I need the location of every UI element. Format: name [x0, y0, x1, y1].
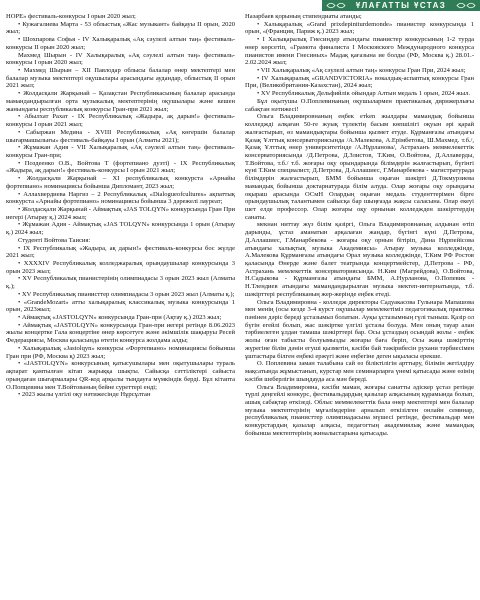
paragraph: • Махмед Шырын – XII Павлодар облысы балалар өнер мектептері мен балалар музыка мектептері оқушылары арасындағы аудандар, облыстық ІІ орын 2021 жыл;: [6, 67, 235, 90]
paragraph: • IV Халықаралық «GRANDVICTORIA» вокалдық-аспаптық конкурсы Гран При, (Великобритания-Казахстан), 2024 жыл;: [245, 74, 474, 90]
paragraph: • «JASTOLQYN» конкурсының қатысушылары мен оқытушылары тураль ақпарат қамтылған кітап жарыққа шықты. Сайысқа сәттіліктері сайыста орындаған шығармалары QR-код арқылы тыңдауға мүмкіндік берді. Бұл кітапта О.Попцевина мен Т.Войтованың бейне суреттері енді;: [6, 360, 235, 391]
paragraph: • XV Республикалық пианисттер олимпиадасы 3 орын 2023 жыл (Алматы қ.);: [18, 290, 235, 298]
ornament-right-icon: [456, 1, 476, 10]
paragraph: • Жұмажан Адия - VII Халықаралық «Ақ сәулелі алтын таң» фестиваль-конкурсы Гран-при;: [6, 144, 235, 159]
header-banner: [322, 0, 480, 11]
paragraph: • Кужагалиева Марта - 53 облыстық «Жас музыкант» байқауы ІІ орын, 2020 жыл;: [6, 20, 235, 36]
paragraph: • Аймақтық «JASTOLQYN» конкурсында Гран-при иегері ретінде 8.06.2023 жылы концертке Гала концертіне өнер көрсетуге және әкімшілік шақыруы Ресей Федерациясы, Москва қаласында өтетін конкурса жолдама алды;: [6, 321, 235, 345]
article-body: [6, 13, 474, 597]
paragraph: Ольга Владимировна - колледж директоры Садуакасова Гульнара Мапашова мен менің (осы кезде 3-4 курст оқушылар мемлекетіміз педагогикалық практика пәнінен дәріс береді ұстазымыз болатын. Ауқы ұстазымның гүлі тыныш. Қазір ол бүгін егейлі болып, жас шәкіртке үлгілі ұстазы болуда. Мен оның тауар алан тәрбиелеген ұлдан тамаша шәкірттері бар. Осы ұстаздың осындай жолы - еңбек жолы оған табысты болуымызды жоғары баға беріп, Осы жаңа шәкірттің жүрегіне білім дәнін егуші қызметін, кәсіби бай тәжірибесін рухани тәрбиесімен ұштастыра білген еңбекі ержүгі және еңбегіне деген ықыласы ерекше.: [245, 298, 474, 360]
paragraph: • Жолдасқали Жарқынай – ХІ республикалық конкурста «Арнайы фортепиано» номинациясы бойынша Дипломант, 2023 жыл;: [6, 175, 235, 190]
paragraph: • IX Республикалық «Жадыра, ақ дарын!» фестиваль-конкурсы бос жүлде 2021 жыл;: [6, 244, 235, 260]
paragraph: Бұл оқытушы О.Поплевинаның оқушылармен практикалық дирижерлығы сабақтан нәтижесі!: [245, 97, 474, 113]
paragraph: • XV Республикалық Дельфийлік ойындар Алтын медаль 1 орын, 2024 жыл.: [257, 90, 471, 98]
paragraph: Назарбаев қорының стипендиаты атанды;: [245, 13, 362, 20]
paragraph: • Аллахвердиева Наргиз – 2 Республикалық «Dialogueofcultures» ақпаттық конкурста «Арнайы фортепиано» номинациясы бойынша 3 дәрежелі лауреат;: [6, 190, 235, 206]
paragraph: • 2023 жылы үлгілі оқу нәтижесінде Нұрсұлтан: [18, 391, 151, 399]
ornament-left-icon: [326, 1, 346, 10]
paragraph: • Аймақтық «JASTOLQYN» конкурсында Гран-при (Ақтау қ.) 2023 жыл;: [18, 314, 222, 322]
paragraph: • Халықаралық «Jastolqyn» конкурсы «Фортепиано» номинациясы бойынша Гран при (РФ, Москва қ) 2023 жыл;: [6, 344, 235, 360]
paragraph: • Жұмажан Адия - Аймақтық «JAS TOLQYN» конкурсында 1 орын (Атырау қ.) 2024 жыл;: [6, 221, 235, 237]
left-column: [6, 13, 235, 597]
paragraph: НОРЕ» фестиваль-конкурсы І орын 2020 жыл;: [6, 13, 136, 20]
paragraph: • Жолдасқали Жарқынай – Қазақстан Республикасының балалар арасында мамандандырылған орта музыкалық мектептерінің оқушылары және кешен жанындағы республикалық конкурсы Гран-при 2021 жыл;: [6, 90, 235, 113]
paragraph: • XV Республикалық пианистерінің олимпиадасы 3 орын 2023 жыл (Алматы қ.);: [6, 275, 235, 291]
paragraph: Студенті Войтова Таисия:: [18, 236, 91, 244]
paragraph: • XXXXIV Республикалық колледжаралық орындаушылар конкурсында 3 орын 2023 жыл;: [6, 260, 235, 275]
paragraph: • Шохпарова Софья - IV Халықаралық «Ақ сәулелі алтын таң» фестиваль-конкурсы ІІ орын 2020 жыл;: [6, 36, 235, 51]
paragraph: Ольга Владимировна, кәсіби маман, жоғары санатты әдіскер ұстаз ретінде түрлі деңгейлі конкурс, фестивальдардың қазылар алқасының құрамында болып, ашық сабақтар өткізеді. Облыс меммелекеттік бала өнер мектептері мен балалар музыка мектептерінің мұғалімдеріне арналып өткізілген онлайн семинар, республикалық пианисттер олимпиадасына мүшесі ретінде, фестивальдар мен конкурстардың қазылар алқасы, педагогтың академиялық және мамандық бойынша мектептерінің жиналыстарына қатысады.: [245, 383, 474, 437]
paragraph: • «GrandeMozart» атты халықаралық классикалық музыка конкурсында 1 орын, 2023жыл;: [6, 298, 235, 314]
paragraph: • Абылхат Рахат - IX Республикалық «Жадыра, ақ дарын!» фестиваль-конкурсы І орын 2021 жыл;: [6, 113, 235, 129]
header-title: ҰЛАҒАТТЫ ҰСТАЗ: [355, 0, 447, 10]
paragraph: О. Поплевина заман талабына сай өз біліктілігін арттыру, білімін жетілдіру мақсатында жұмыстанып, курстар мен семинарларға үнемі қатысады және өзінің кәсіби шеберлігін шыңдауда аса мән береді.: [245, 360, 474, 383]
paragraph: • VII Халықаралық «Ақ сәулелі алтын таң» конкурсы Гран При, 2024 жыл;: [257, 67, 466, 75]
paragraph: Махмед Шырын - IV Халықаралық «Ақ сәулелі алтын таң» фестиваль-конкурсы І орын 2020 жыл;: [6, 51, 235, 67]
right-column: [245, 13, 474, 597]
paragraph: Ольга Владимировнаның еңбек етken жылдары мамандық бойынша колледжді алқаған 50-ге жуық түлектің басым көпшілігі оқуын әрі қарай жалғастырып, өз мамандықтары бойынша қызмет етуде. Құрманғазы атындағы Қазақ Ұлттық консерваториясында /А.Малекова, А.Ерімбетова, Ш.Махмед. т.б./, Қазақ Ұлттық өнер университетінде /А.Нұрланова/, Астраханъ меммелекеттік консерваториясында /Д.Петрова, Д.Злистов, Т.Ким, О.Войтова, Д.Аллаверды, Т.Войтова, т.б./ т.б. жоғары оқу орындарында білімдерін жалғастырып, бүгінгі күні Т.Ким специалист, Д.Петрова, Д.Аллашиес, Г.Манарбекова - магистратурада білімдерін жалғастырып, БММ бойынша оқыған шәкірті Д.Токмурзиева мамандық бойынша доктарнатурада білім алуда. Олар жоғары оқу орындағы оқыраш арасында ОСмН Олардың оқыған медаль студенттерімен бірге орындаушылық талантымен сайысқа бар шыңғаэда жақсы саласына. Олар екеуі шет елде профессор. Олар жоғары оқу орнынан колледжден шәкірттердің санаты.: [245, 113, 474, 221]
paragraph: • Поздеенко О.В., Войтова Т (фортепиано дуэті) - IX Республикалық «Жадыра, ақ дарын!» фестиваль-конкурсы І орын 2021 жыл;: [6, 159, 235, 175]
paragraph: • І Халықаралық Гнесиндер атындағы пианистер конкурсының 1-2 турда өнер көрсетіп, «Грамота финалиста І Московского Международного конкурса пианистов имени Гнесиных» Мадақ қағазына ие болды (РФ, Москва қ.) 28.01.- 2.02.2024 жыл;: [245, 36, 474, 67]
paragraph: мекнан ниттау жүз білім қазіргі, Ольга Владимировнаның алдынан өтіп дарынды, ұстаз аманатын арқалаған жандар, бүгінгі күні Д.Петрова, Д.Аллашиес, Г.Манарбекова - жоғары оқу орнын бітіріп, Дина Нұрпейісова атындағы халықтық музыка Академиясы» Атырау музыка колледжінде, А.Малекова Құрманғазы атындағы Орал музыка колледжінде, Т.Ким РФ Ростов қаласында Өнерде және балет театрында концертмейстер, Д.Петрова - РФ, Астрахань мемлекеттік консерваториясында. Н.Ким (Магрейдова), О.Войтова, Н.Садыкова - Құрманғазы атындағы БММ, А.Нурланова, О.Попевик - Н.Тлендиев атындағы мамандандырылған музыка мектеп-интернатында, т.б. шәкірттері республиканың жер-жерінде еңбек етеді.: [245, 221, 474, 298]
paragraph: • Сабыржан Медина - XVIII Республикалық «Ақ көгершін балалар шығармашылығы» фестиваль-байқауы І орын (Алматы 2021);: [6, 128, 235, 144]
paragraph: • Халықаралық «Grand prixdepiniturdemonde» пианистер конкурсында 1 орын, «(Франция, Париж қ.) 2023 жыл;: [245, 20, 474, 36]
paragraph: • Жолдасқали Жарқынай - Аймақтық «JAS TOLQYN» конкурсында Гран При иегері (Атырау қ.) 2024 жыл;: [6, 205, 235, 221]
